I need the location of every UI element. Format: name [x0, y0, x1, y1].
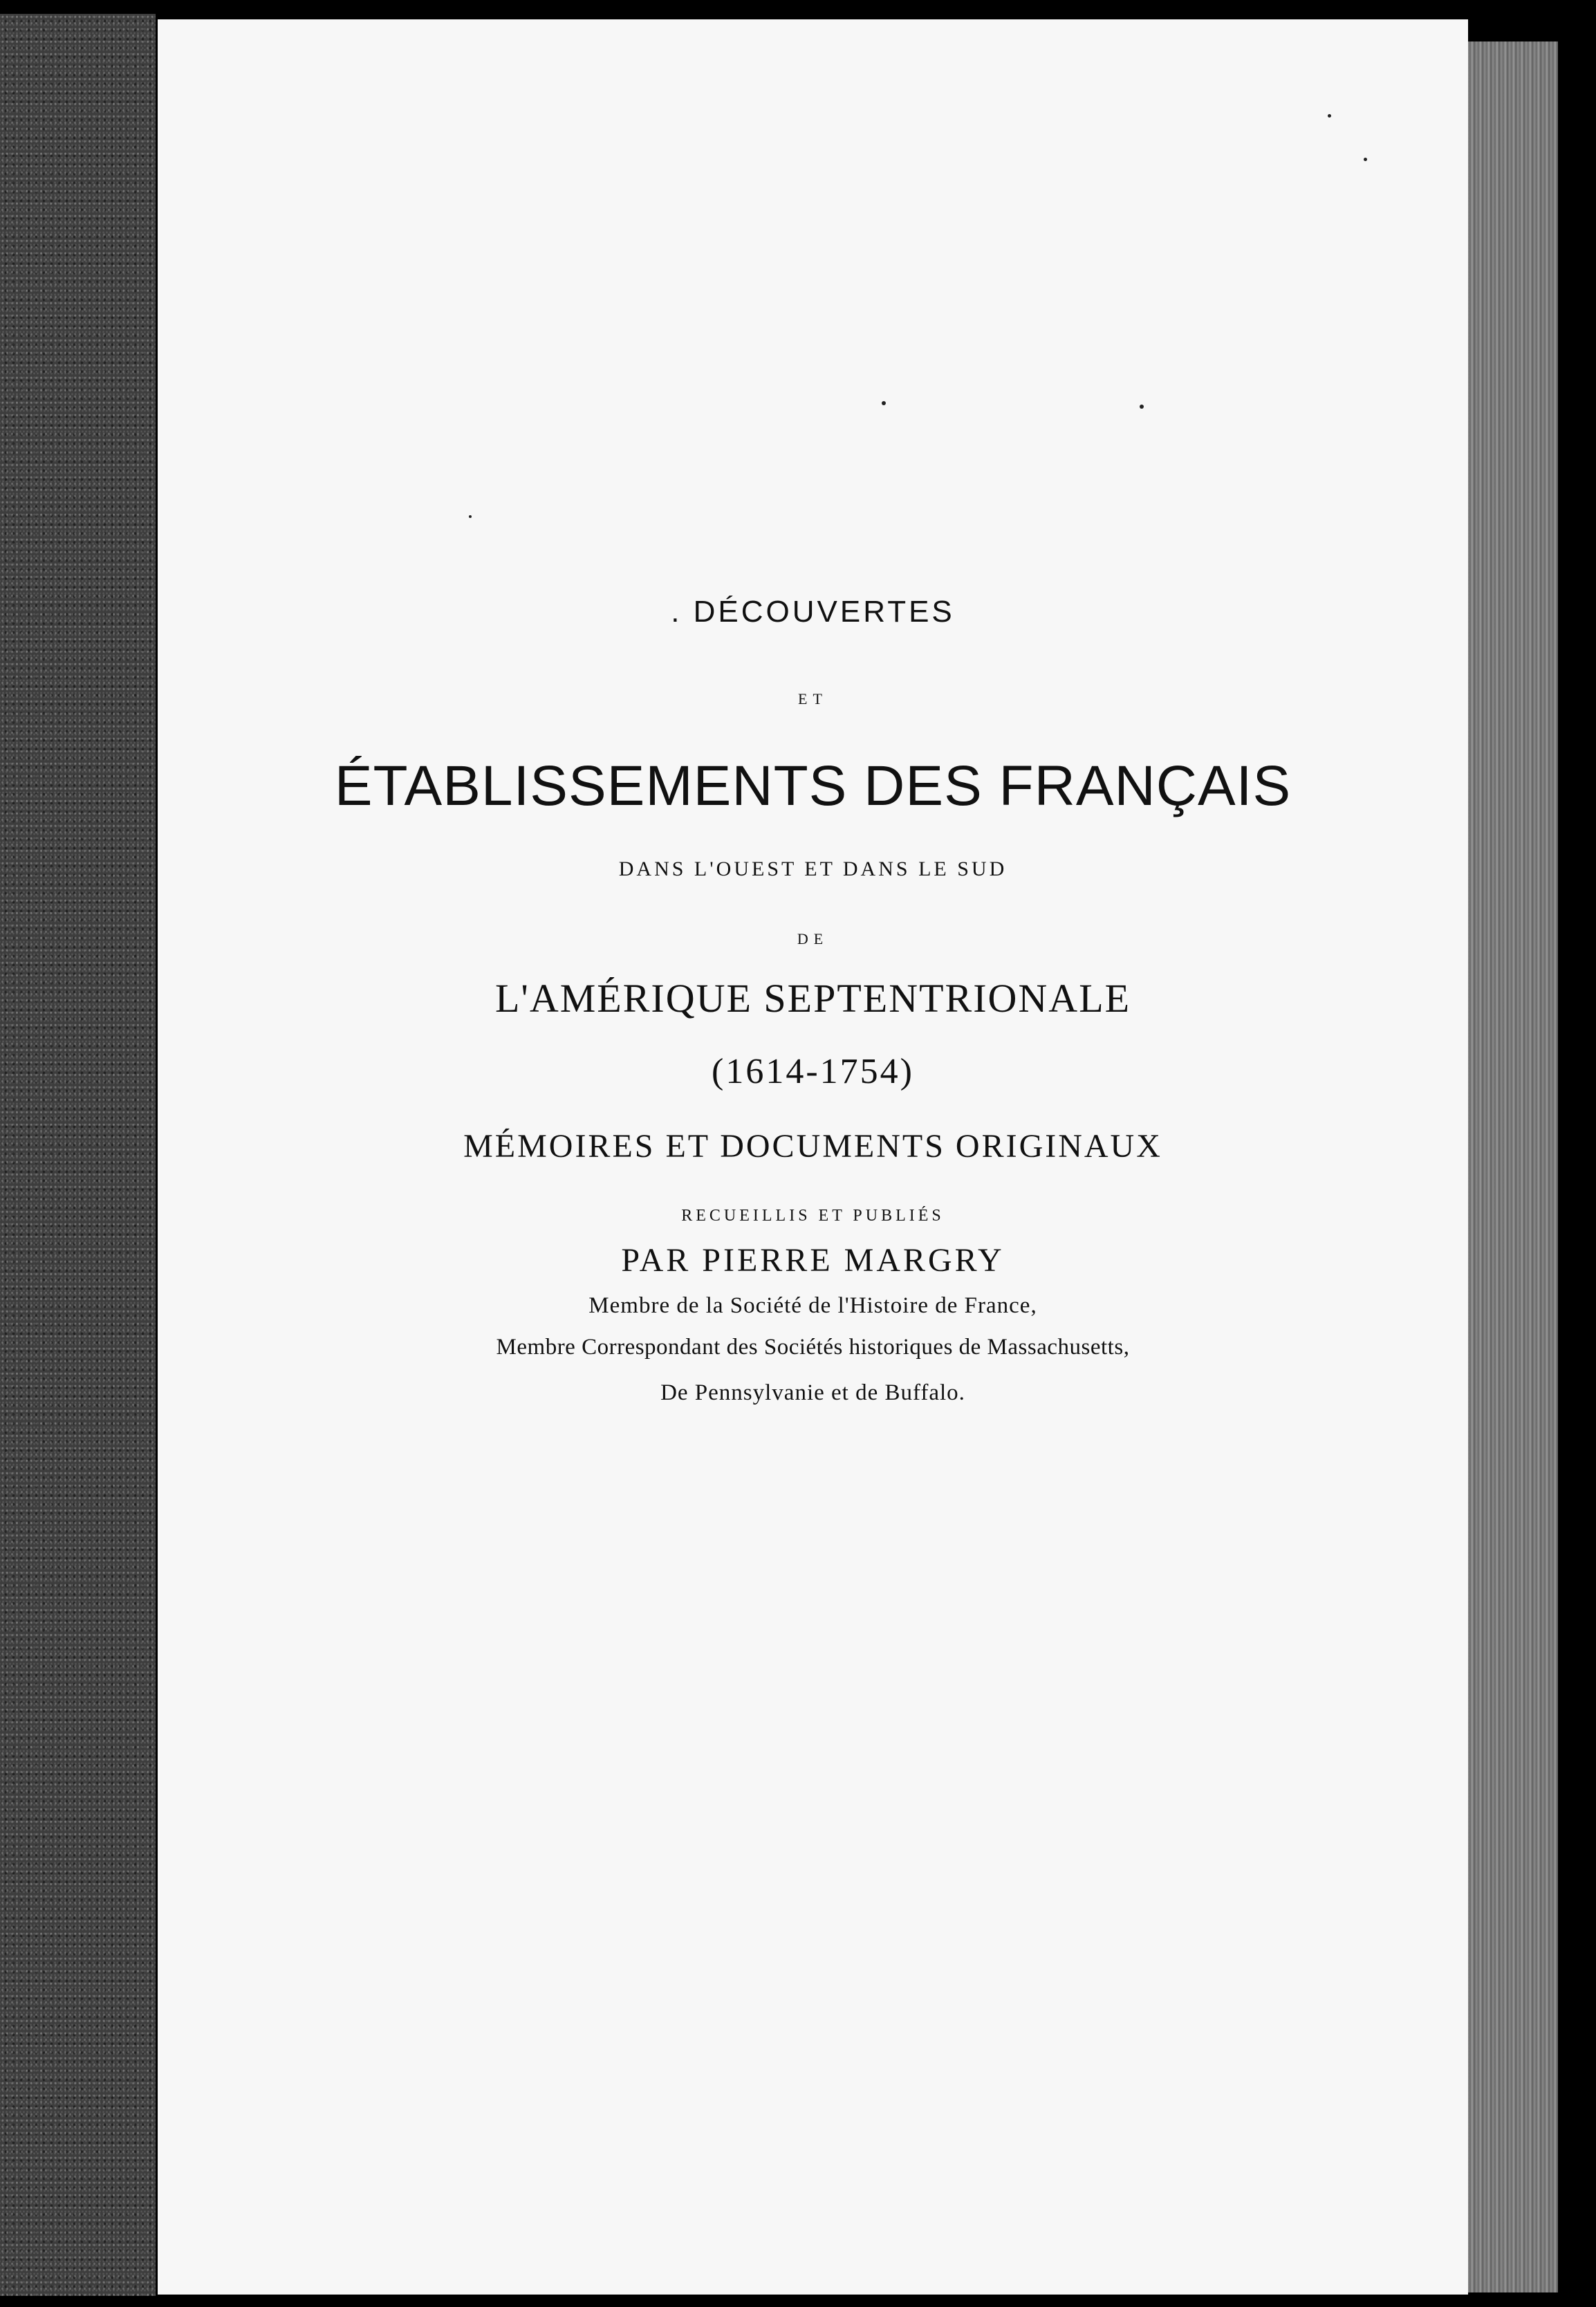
author-credential-1: Membre de la Société de l'Histoire de France,: [588, 1293, 1037, 1318]
main-title: ÉTABLISSEMENTS DES FRANÇAIS: [334, 754, 1292, 817]
speck: [469, 515, 472, 518]
speck: [1328, 114, 1331, 118]
speck: [1364, 158, 1367, 161]
author-credential-3: De Pennsylvanie et de Buffalo.: [660, 1380, 965, 1405]
author-line: PAR PIERRE MARGRY: [621, 1242, 1005, 1279]
date-range: (1614-1754): [712, 1052, 914, 1091]
subtitle-de: DE: [797, 930, 829, 947]
memoires-heading: MÉMOIRES ET DOCUMENTS ORIGINAUX: [463, 1128, 1162, 1165]
title-decouvertes: . DÉCOUVERTES: [671, 595, 955, 629]
author-credential-2: Membre Correspondant des Sociétés historiques de Massachusetts,: [496, 1335, 1130, 1360]
recueillis-line: RECUEILLIS ET PUBLIÉS: [681, 1207, 945, 1225]
subtitle-amerique: L'AMÉRIQUE SEPTENTRIONALE: [494, 976, 1131, 1021]
speck: [1140, 405, 1144, 409]
speck: [882, 401, 886, 405]
left-book-board: [0, 14, 156, 2296]
subtitle-dans: DANS L'OUEST ET DANS LE SUD: [618, 858, 1008, 880]
page-edges: [1468, 41, 1558, 2292]
title-et: ET: [798, 690, 828, 707]
